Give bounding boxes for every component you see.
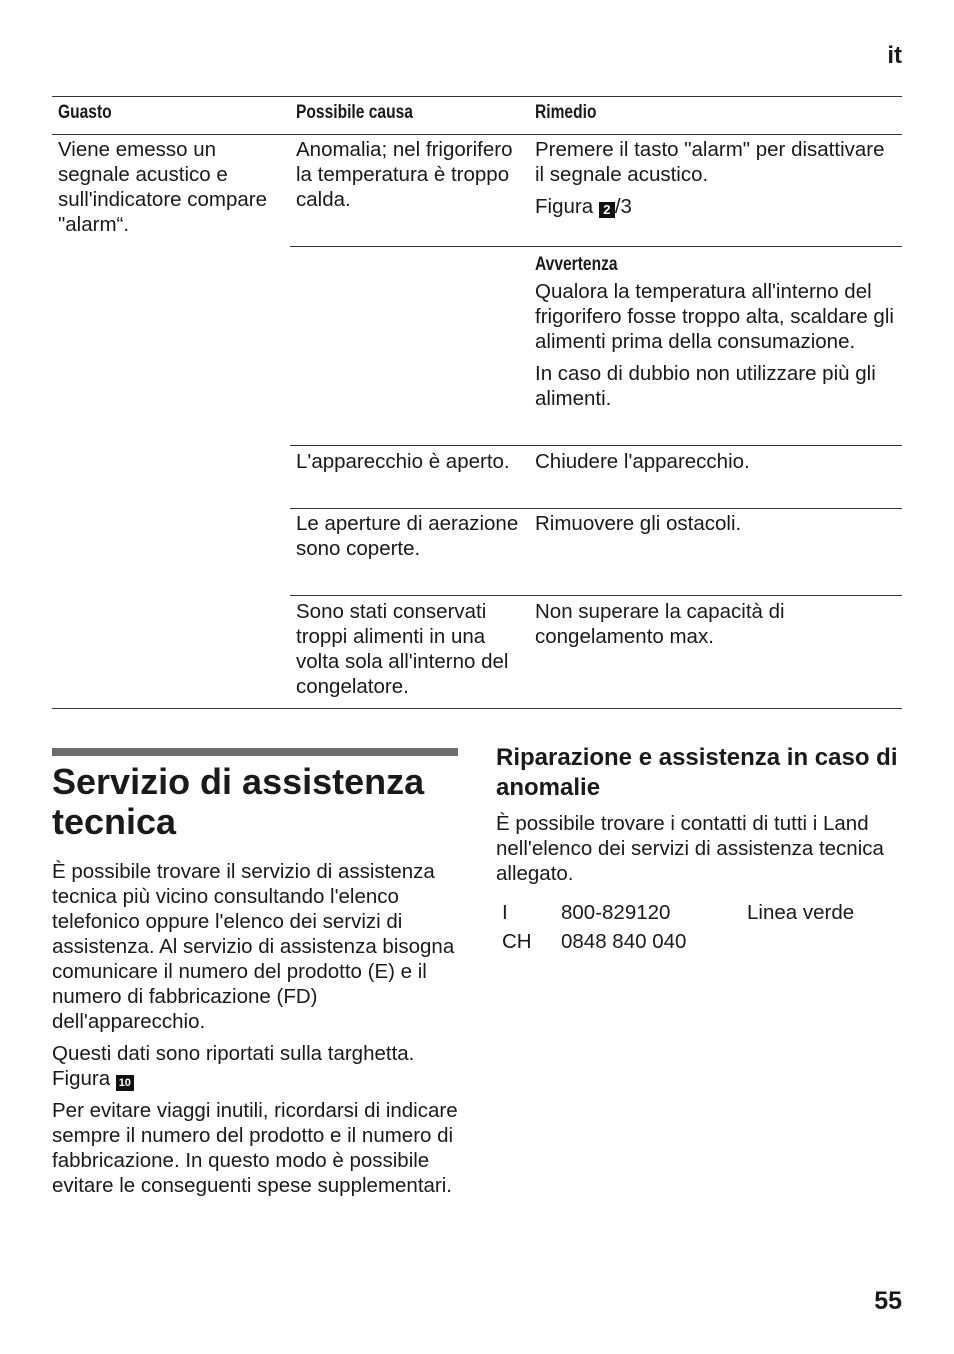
figure-label: Figura <box>535 195 594 218</box>
cause-cell-2: L'apparecchio è aperto. <box>296 450 510 473</box>
row-divider <box>290 508 902 509</box>
contact-row <box>502 930 854 959</box>
table-header-row <box>52 96 902 135</box>
header-remedy: Rimedio <box>535 102 597 123</box>
contact-country: I <box>502 901 508 924</box>
row-divider <box>290 246 902 247</box>
figure-number-badge: 2 <box>599 202 615 218</box>
contact-note <box>747 930 854 959</box>
language-tag: it <box>887 42 902 69</box>
warning-note <box>535 252 895 411</box>
note-title: Avvertenza <box>535 254 618 275</box>
fault-cell: Viene emesso un segnale acustico e sull'indicatore compare "alarm“. <box>58 138 268 236</box>
table-bottom-rule <box>52 708 902 709</box>
service-body <box>52 859 458 1198</box>
contact-country: CH <box>502 930 532 953</box>
troubleshooting-table <box>52 96 902 698</box>
contact-phone: 0848 840 040 <box>561 930 687 953</box>
remedy-cell-4: Non superare la capacità di congelamento max. <box>535 600 785 648</box>
contact-phone: 800-829120 <box>561 901 671 924</box>
service-paragraph-3: Per evitare viaggi inutili, ricordarsi di indicare sempre il numero del prodotto e il numero di fabbricazione. In questo modo è possibile evitare le conseguenti spese supplementari. <box>52 1099 458 1197</box>
page-number: 55 <box>874 1287 902 1315</box>
remedy-cell-1 <box>535 137 895 219</box>
cause-cell-4: Sono stati conservati troppi alimenti in una volta sola all'interno del congelatore. <box>296 600 509 698</box>
service-paragraph-2 <box>52 1041 458 1091</box>
row-divider <box>290 595 902 596</box>
repair-heading: Riparazione e assistenza in caso di anomalie <box>496 744 898 801</box>
contact-row <box>502 901 854 930</box>
header-fault: Guasto <box>58 102 112 123</box>
remedy-cell-2: Chiudere l'apparecchio. <box>535 450 750 473</box>
cause-cell-1: Anomalia; nel frigorifero la temperatura è troppo calda. <box>296 138 513 211</box>
repair-paragraph: È possibile trovare i contatti di tutti i Land nell'elenco dei servizi di assistenza tecnica allegato. <box>496 812 884 885</box>
figure-number-badge: 10 <box>116 1075 134 1091</box>
header-cause: Possibile causa <box>296 102 413 123</box>
contacts-table <box>502 901 854 959</box>
contact-note: Linea verde <box>747 901 855 924</box>
figure-ref-1 <box>535 194 895 219</box>
remedy-text-1: Premere il tasto "alarm" per disattivare il segnale acustico. <box>535 138 885 186</box>
service-heading: Servizio di assistenza tecnica <box>52 761 425 842</box>
section-bar <box>52 748 458 756</box>
figure-label: Figura <box>52 1067 111 1090</box>
remedy-cell-3: Rimuovere gli ostacoli. <box>535 512 742 535</box>
figure-suffix: /3 <box>614 195 632 218</box>
note-paragraph-2: In caso di dubbio non utilizzare più gli alimenti. <box>535 362 876 410</box>
note-paragraph-1: Qualora la temperatura all'interno del frigorifero fosse troppo alta, scaldare gli alimenti prima della consumazione. <box>535 280 894 353</box>
service-paragraph-2-text: Questi dati sono riportati sulla targhetta. <box>52 1042 415 1065</box>
service-paragraph-1: È possibile trovare il servizio di assistenza tecnica più vicino consultando l'elenco telefonico oppure l'elenco dei servizi di assistenza. Al servizio di assistenza bisogna comunicare il numero del prodotto (E) e il numero di fabbricazione (FD) dell'apparecchio. <box>52 860 455 1033</box>
row-divider <box>290 445 902 446</box>
cause-cell-3: Le aperture di aerazione sono coperte. <box>296 512 519 560</box>
